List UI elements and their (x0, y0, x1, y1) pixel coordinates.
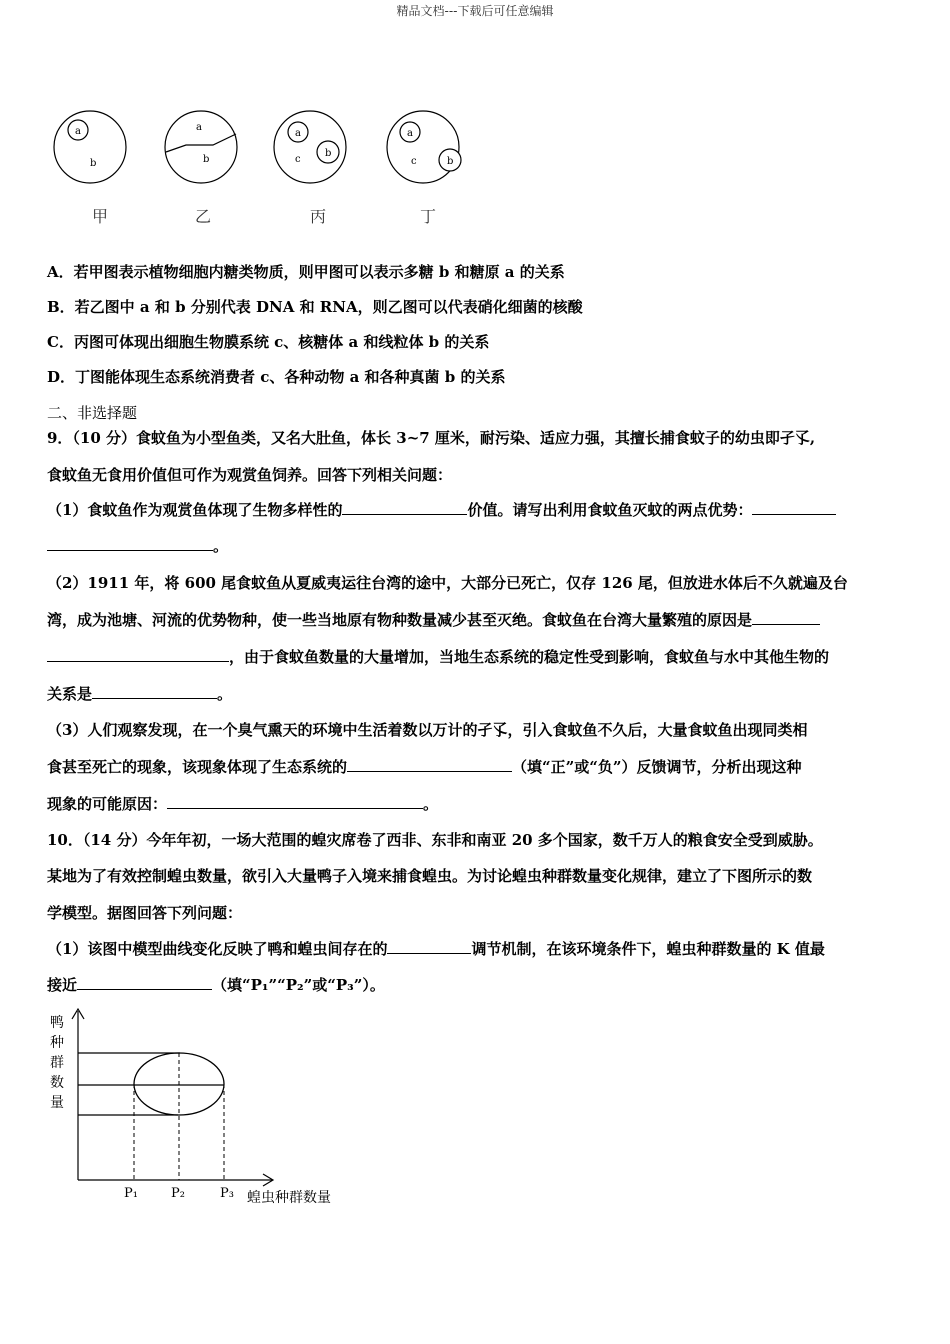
y-axis-label-char: 数 (50, 1075, 64, 1091)
answer-blank[interactable] (47, 536, 213, 551)
q10-part-1-line-1: （1）该图中模型曲线变化反映了鸭和蝗虫间存在的 调节机制，在该环境条件下，蝗虫种群数量的 K 值最 (47, 940, 825, 958)
header-note: 精品文档---下载后可任意编辑 (396, 4, 554, 18)
q9-stem-line-2: 食蚊鱼无食用价值但可作为观赏鱼饲养。回答下列相关问题： (47, 466, 453, 484)
caption-ding: 丁 (420, 207, 437, 226)
label-c: c (411, 156, 417, 167)
diagram-bing (274, 111, 346, 183)
answer-blank[interactable] (387, 939, 471, 954)
y-axis-label-char: 量 (50, 1095, 64, 1111)
q9-part-2-line-3: ，由于食蚊鱼数量的大量增加，当地生态系统的稳定性受到影响，食蚊鱼与水中其他生物的 (47, 647, 829, 667)
q10-stem-line-2: 某地为了有效控制蝗虫数量，欲引入大量鸭子入境来捕食蝗虫。为讨论蝗虫种群数量变化规律，建立了下图所示的数 (47, 867, 813, 885)
q9-part-2-line-1: （2）1911 年，将 600 尾食蚊鱼从夏威夷运往台湾的途中，大部分已死亡，仅存 126 尾，但放进水体后不久就遍及台 (47, 574, 848, 592)
label-c: c (295, 154, 301, 165)
population-model-graph (44, 1005, 354, 1220)
label-a: a (407, 128, 413, 139)
label-b: b (203, 154, 210, 165)
caption-jia: 甲 (92, 207, 109, 226)
answer-blank[interactable] (752, 610, 820, 625)
option-d: D．丁图能体现生态系统消费者 c、各种动物 a 和各种真菌 b 的关系 (47, 368, 506, 386)
caption-bing: 丙 (310, 207, 327, 226)
label-b: b (325, 148, 332, 159)
label-a: a (196, 122, 202, 133)
tick-p2: P₂ (171, 1186, 185, 1201)
option-b: B．若乙图中 a 和 b 分别代表 DNA 和 RNA，则乙图可以代表硝化细菌的核酸 (47, 298, 583, 316)
q9-part-1: （1）食蚊鱼作为观赏鱼体现了生物多样性的 价值。请写出利用食蚊鱼灭蚊的两点优势： (47, 500, 836, 520)
answer-blank[interactable] (92, 684, 217, 699)
caption-yi: 乙 (195, 207, 212, 226)
diagram-ding (387, 111, 461, 183)
answer-blank[interactable] (752, 500, 836, 515)
q9-part-3-line-2: 食甚至死亡的现象，该现象体现了生态系统的 （填“正”或“负”）反馈调节，分析出现这种 (47, 758, 802, 776)
q10-stem-line-3: 学模型。据图回答下列问题： (47, 904, 243, 922)
y-axis-label-char: 种 (50, 1035, 64, 1051)
label-a: a (295, 128, 301, 139)
answer-blank[interactable] (77, 975, 212, 990)
option-c: C．丙图可体现出细胞生物膜系统 c、核糖体 a 和线粒体 b 的关系 (47, 333, 490, 351)
answer-blank[interactable] (167, 794, 423, 809)
q9-part-3-line-1: （3）人们观察发现，在一个臭气熏天的环境中生活着数以万计的孑孓，引入食蚊鱼不久后，大量食蚊鱼出现同类相 (47, 721, 808, 739)
q9-stem-line-1: 9．（10 分）食蚊鱼为小型鱼类，又名大肚鱼，体长 3~7 厘米，耐污染、适应力强，其擅长捕食蚊子的幼虫即孑孓, (47, 429, 816, 447)
q9-part-1-cont: 。 (47, 536, 228, 556)
answer-blank[interactable] (347, 757, 512, 772)
answer-blank[interactable] (47, 647, 229, 662)
q9-part-2-line-2: 湾，成为池塘、河流的优势物种，使一些当地原有物种数量减少甚至灭绝。食蚊鱼在台湾大量繁殖的原因是 (47, 610, 820, 630)
tick-p1: P₁ (124, 1186, 138, 1201)
diagram-yi (165, 111, 237, 183)
q9-part-3-line-3: 现象的可能原因： 。 (47, 795, 439, 813)
set-diagrams (48, 100, 488, 240)
diagram-jia (54, 111, 126, 183)
answer-blank[interactable] (342, 500, 467, 515)
q10-stem-line-1: 10．（14 分）今年年初，一场大范围的蝗灾席卷了西非、东非和南亚 20 多个国家，数千万人的粮食安全受到威胁。 (47, 831, 823, 849)
q9-part-2-line-4: 关系是 。 (47, 685, 233, 703)
label-b: b (447, 156, 454, 167)
y-axis-label-char: 鸭 (50, 1015, 64, 1031)
label-a: a (75, 126, 81, 137)
label-b: b (90, 158, 97, 169)
x-axis-label: 蝗虫种群数量 (247, 1190, 331, 1206)
tick-p3: P₃ (220, 1186, 234, 1201)
option-a: A．若甲图表示植物细胞内糖类物质，则甲图可以表示多糖 b 和糖原 a 的关系 (47, 263, 565, 281)
section-title: 二、非选择题 (47, 404, 138, 422)
q10-part-1-line-2: 接近 （填“P₁”“P₂”或“P₃”）。 (47, 976, 385, 994)
y-axis-label-char: 群 (50, 1055, 64, 1071)
